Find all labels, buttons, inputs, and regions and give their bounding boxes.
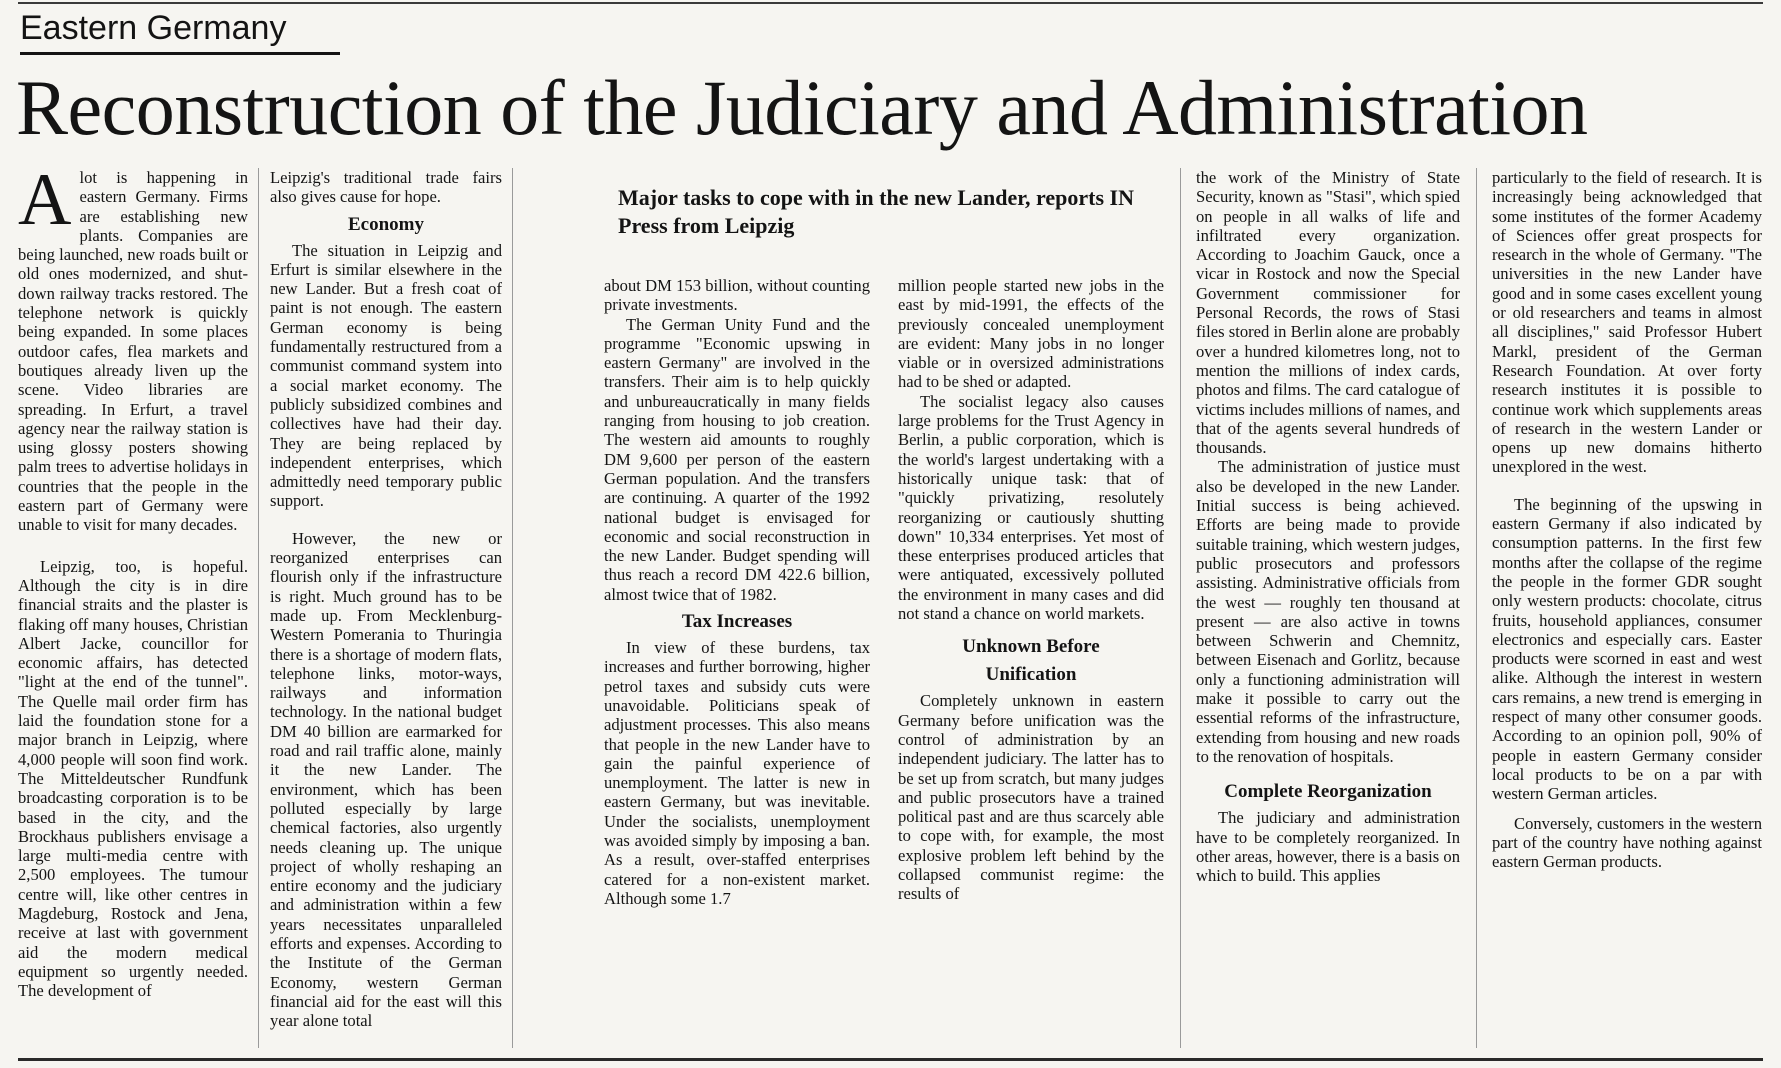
column-divider <box>1476 168 1477 1048</box>
subhead-unknown-before: Unknown Before <box>962 636 1100 658</box>
col5-paragraph-1: the work of the Ministry of State Security, known as "Stasi", which spied on people in all walks of life and infiltrated every organization. According to Joachim Gauck, once a vicar in Rostock and now the Special Government commissioner for Personal Records, the rows of Stasi files stored in Berlin alone are probably over a hundred kilometres long, not to mention the millions of index cards, photos and films. The card catalogue of victims includes millions of names, and that of the agents several hundreds of thousands. <box>1196 168 1460 458</box>
col2-paragraph-3: However, the new or reorganized enterprises can flourish only if the infrastructure is right. Much ground has to be made up. From Mecklenburg-Western Pomerania to Thuringia there is a shortage of modern flats, telephone links, motor-ways, railways and information technology. In the national budget DM 40 billion are earmarked for road and rail traffic alone, mainly it the new Lander. The environment, which has been polluted especially by large chemical factories, also urgently needs cleaning up. The unique project of wholly reshaping an entire economy and the judiciary and administration within a few years necessitates unparalleled efforts and expenses. According to the Institute of the German Economy, western German financial aid for the east will this year alone total <box>270 528 502 1031</box>
subhead-economy: Economy <box>348 213 424 235</box>
column-divider <box>512 168 513 1048</box>
headline: Reconstruction of the Judiciary and Administration <box>16 64 1588 151</box>
pull-quote: Major tasks to cope with in the new Lander, reports IN Press from Leipzig <box>618 185 1134 238</box>
subhead-complete-reorganization: Complete Reorganization <box>1224 781 1432 803</box>
col5-paragraph-2: The administration of justice must also be developed in the new Lander. Initial success is being achieved. Efforts are being made to provide suitable training, which western judges, public prosecutors and professors assisting. Administrative officials from the west — roughly ten thousand at present — are also active in towns between Schwerin and Chemnitz, between Eisenach and Gorlitz, because only a functioning administration will make it possible to carry out the essential reforms of the infrastructure, extending from housing and new roads to the renovation of hospitals. <box>1196 457 1460 766</box>
col1-paragraph-2: Leipzig, too, is hopeful. Although the city is in dire financial straits and the plaster is flaking off many houses, Christian Albert Jacke, councillor for economic affairs, has detected "light at the end of the tunnel". The Quelle mail order firm has laid the foundation stone for a major branch in Leipzig, where 4,000 people will soon find work. The Mitteldeutscher Rundfunk broadcasting corporation is to be based in the city, and the Brockhaus publishers envisage a large multi-media centre with 2,500 employees. The tumour centre will, like other centres in Magdeburg, Rostock and Jena, receive at last with government aid the modern medical equipment so urgently needed. The development of <box>18 556 248 1001</box>
column-2 <box>270 168 502 1048</box>
column-6 <box>1492 168 1762 1048</box>
column-divider <box>258 168 259 1048</box>
bottom-rule <box>18 1058 1763 1061</box>
section-label: Eastern Germany <box>20 9 287 47</box>
col4-paragraph-3: Completely unknown in eastern Germany before unification was the control of administration by an independent judiciary. The latter has to be set up from scratch, but many judges and public prosecutors have a trained political past and are thus scarcely able to cope with, for example, the most explosive problem left behind by the collapsed communist regime: the results of <box>898 691 1164 904</box>
col5-paragraph-3: The judiciary and administration have to be completely reorganized. In other areas, however, there is a basis on which to build. This applies <box>1196 808 1460 886</box>
subhead-unification: Unification <box>985 664 1077 686</box>
col2-paragraph-1: Leipzig's traditional trade fairs also gives cause for hope. <box>270 168 502 207</box>
col4-paragraph-2: The socialist legacy also causes large problems for the Trust Agency in Berlin, a public corporation, which is the world's largest undertaking with a historically unique task: that of "quickly privatizing, resolutely reorganizing or cautiously shutting down" 10,334 enterprises. Yet most of these enterprises produced articles that were antiquated, excessively polluted the environment in many cases and did not stand a chance on world markets. <box>898 391 1164 624</box>
col4-paragraph-1: million people started new jobs in the east by mid-1991, the effects of the previously concealed unemployment are evident: Many jobs in no longer viable or in oversized administrations had to be shed or adapted. <box>898 276 1164 392</box>
top-rule <box>18 2 1763 4</box>
col3-paragraph-1: about DM 153 billion, without counting private investments. <box>604 276 870 315</box>
col3-paragraph-3: In view of these burdens, tax increases and further borrowing, higher petrol taxes and subsidy cuts were unavoidable. Politicians speak of adjustment processes. This also means that people in the new Lander have to gain the painful experience of unemployment. The latter is new in eastern Germany, but was inevitable. Under the socialists, unemployment was avoided simply by imposing a ban. As a result, over-staffed enterprises catered for a non-existent market. Although some 1.7 <box>604 638 870 908</box>
col1-paragraph-1: lot is happening in eastern Germany. Firms are establishing new plants. Companies are being launched, new roads built or old ones modernized, and shut-down railway tracks restored. The telephone network is quickly being expanded. In some places outdoor cafes, flea markets and boutiques already liven up the scene. Video libraries are spreading. In Erfurt, a travel agency near the railway station is using glossy posters showing palm trees to advertise holidays in countries that the people in the eastern part of Germany were unable to visit for many decades. <box>18 168 248 535</box>
column-1 <box>18 168 248 1048</box>
col2-paragraph-2: The situation in Leipzig and Erfurt is similar elsewhere in the new Lander. But a fresh coat of paint is not enough. The eastern German economy is being fundamentally restructured from a communist command system into a social market economy. The publicly subsidized combines and collectives have had their day. They are being replaced by independent enterprises, which admittedly need temporary public support. <box>270 240 502 511</box>
col6-paragraph-2: The beginning of the upswing in eastern Germany if also indicated by consumption patterns. In the first few months after the collapse of the regime the people in the former GDR sought only western products: chocolate, citrus fruits, household appliances, consumer electronics and especially cars. Easter products were scorned in east and west alike. Although the interest in western cars remains, a new trend is emerging in respect of many other consumer goods. According to an opinion poll, 90% of people in eastern Germany consider local products to be on a par with western German articles. <box>1492 494 1762 804</box>
column-3 <box>604 276 870 1048</box>
section-underline <box>20 52 340 55</box>
col6-paragraph-3: Conversely, customers in the western part of the country have nothing against eastern German products. <box>1492 813 1762 872</box>
column-5 <box>1196 168 1460 1048</box>
drop-cap: A <box>18 168 72 241</box>
column-divider <box>1180 168 1181 1048</box>
column-4 <box>898 276 1164 1048</box>
col6-paragraph-1: particularly to the field of research. It is increasingly being acknowledged that some institutes of the former Academy of Sciences offer great prospects for research in the whole of Germany. "The universities in the new Lander have good and in some cases excellent young or old researchers and teams in almost all disciplines," said Professor Hubert Markl, president of the German Research Foundation. At over forty research institutes it is possible to continue work which supplements areas of research in the western Lander or opens up new domains hitherto unexplored in the west. <box>1492 168 1762 477</box>
col3-paragraph-2: The German Unity Fund and the programme "Economic upswing in eastern Germany" are involved in the transfers. Their aim is to help quickly and unbureaucratically in many fields ranging from housing to job creation. The western aid amounts to roughly DM 9,600 per person of the eastern German population. And the transfers are continuing. A quarter of the 1992 national budget is envisaged for economic and social reconstruction in the new Lander. Budget spending will thus reach a record DM 422.6 billion, almost twice that of 1982. <box>604 314 870 604</box>
subhead-tax-increases: Tax Increases <box>681 611 793 633</box>
